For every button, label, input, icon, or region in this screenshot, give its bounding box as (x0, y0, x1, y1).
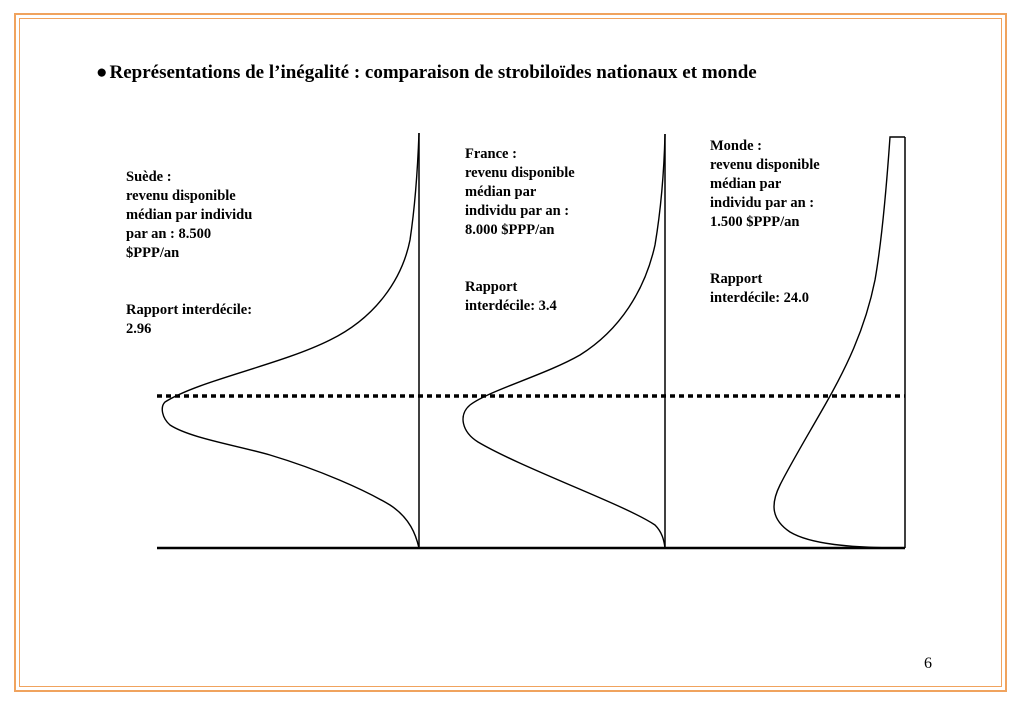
suede-ratio: Rapport interdécile: 2.96 (126, 302, 253, 337)
france-ratio: Rapport interdécile: 3.4 (465, 279, 557, 314)
suede-description: Suède : revenu disponible médian par individu par an : 8.500 $PPP/an (126, 169, 253, 261)
monde-ratio: Rapport interdécile: 24.0 (710, 271, 810, 306)
france-description: France : revenu disponible médian par individu par an : 8.000 $PPP/an (465, 146, 575, 238)
monde-description: Monde : revenu disponible médian par individu par an : 1.500 $PPP/an (710, 138, 820, 230)
page-number: 6 (924, 655, 932, 672)
bullet-icon: ● (96, 62, 108, 83)
slide-title-text: Représentations de l’inégalité : comparaison de strobiloïdes nationaux et monde (109, 62, 757, 83)
